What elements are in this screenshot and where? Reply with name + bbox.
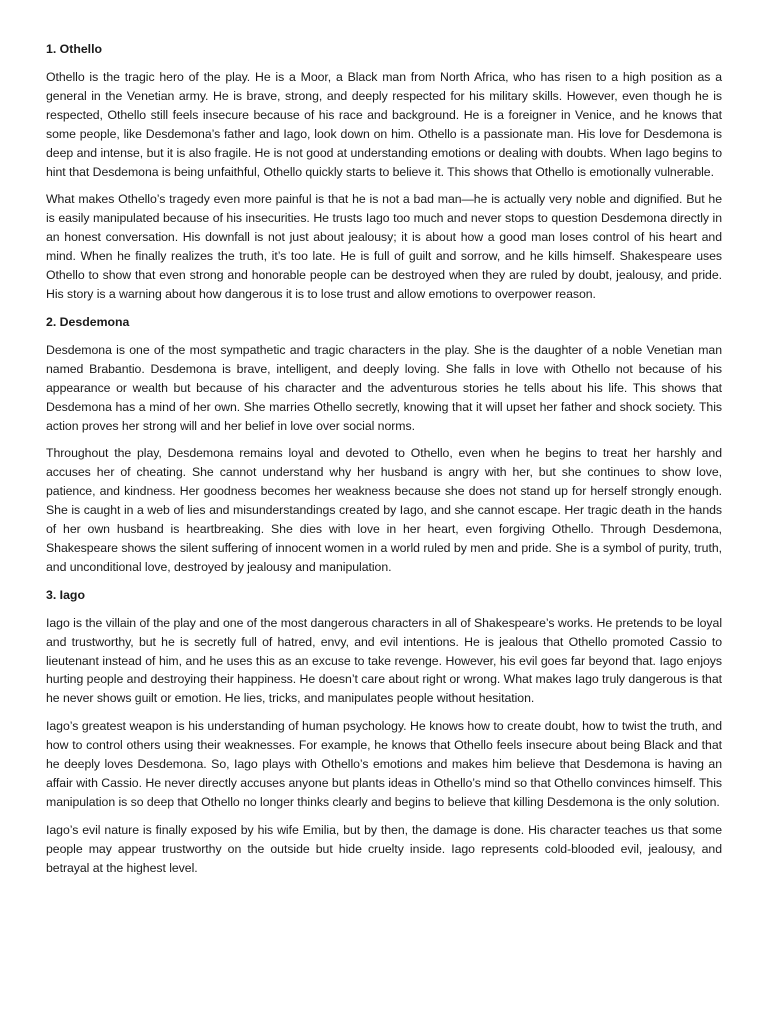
section-iago (46, 586, 722, 878)
section-heading: 1. Othello (46, 42, 103, 56)
paragraph: Othello is the tragic hero of the play. He is a Moor, a Black man from North Africa, who has risen to a high position as a general in the Venetian army. He is brave, strong, and deeply respected for his military skills. However, even though he is respected, Othello still feels insecure because of his race and background. He is a foreigner in Venice, and he knows that some people, like Desdemona’s father and Iago, look down on him. Othello is a passionate man. His love for Desdemona is deep and intense, but it is also fragile. He is not good at understanding emotions or dealing with doubts. When Iago begins to hint that Desdemona is being unfaithful, Othello quickly starts to believe it. This shows that Othello is emotionally vulnerable. (46, 70, 722, 179)
paragraph: Throughout the play, Desdemona remains loyal and devoted to Othello, even when he begins to treat her harshly and accuses her of cheating. She cannot understand why her husband is angry with her, but she continues to show love, patience, and kindness. Her goodness becomes her weakness because she does not stand up for herself strongly enough. She is caught in a web of lies and misunderstandings created by Iago, and she cannot escape. Her tragic death in the hands of her own husband is heartbreaking. She dies with love in her heart, even forgiving Othello. Through Desdemona, Shakespeare shows the silent suffering of innocent women in a world ruled by men and pride. She is a symbol of purity, truth, and unconditional love, destroyed by jealousy and manipulation. (46, 446, 722, 574)
section-heading: 3. Iago (46, 587, 85, 602)
document-page (46, 40, 722, 887)
paragraph: Desdemona is one of the most sympathetic and tragic characters in the play. She is the daughter of a noble Venetian man named Brabantio. Desdemona is brave, intelligent, and deeply loving. She falls in love with Othello not because of his appearance or wealth but because of his character and the adventurous stories he tells about his life. This shows that Desdemona has a mind of her own. She marries Othello secretly, knowing that it will upset her father and shock society. This action proves her strong will and her belief in love over social norms. (46, 342, 722, 433)
paragraph: What makes Othello’s tragedy even more painful is that he is not a bad man—he is actually very noble and dignified. But he is easily manipulated because of his insecurities. He trusts Iago too much and never stops to question Desdemona directly in an honest conversation. His downfall is not just about jealousy; it is about how a good man loses control of his heart and mind. When he finally realizes the truth, it’s too late. He is full of guilt and sorrow, and he kills himself. Shakespeare uses Othello to show that even strong and honorable people can be destroyed when they are ruled by doubt, jealousy, and pride. His story is a warning about how dangerous it is to lose trust and allow emotions to overpower reason. (46, 192, 722, 301)
paragraph: Iago’s greatest weapon is his understanding of human psychology. He knows how to create doubt, how to twist the truth, and how to control others using their weaknesses. For example, he knows that Othello feels insecure about being Black and that he deeply loves Desdemona. So, Iago plays with Othello’s emotions and makes him believe that Desdemona is having an affair with Cassio. He never directly accuses anyone but plants ideas in Othello’s mind so that Othello convinces himself. This manipulation is so deep that Othello no longer thinks clearly and begins to believe that killing Desdemona is the only solution. (46, 719, 722, 809)
section-desdemona (46, 313, 722, 577)
section-heading: 2. Desdemona (46, 314, 130, 329)
paragraph: Iago is the villain of the play and one of the most dangerous characters in all of Shakespeare’s works. He pretends to be loyal and trustworthy, but he is secretly full of hatred, envy, and evil intentions. He is jealous that Othello promoted Cassio to lieutenant instead of him, and he uses this as an excuse to take revenge. However, his evil goes far beyond that. Iago enjoys hurting people and destroying their happiness. He doesn’t care about right or wrong. What makes Iago truly dangerous is that he never shows guilt or emotion. He lies, tricks, and manipulates people without hesitation. (46, 615, 722, 706)
section-othello (46, 40, 722, 304)
paragraph: Iago’s evil nature is finally exposed by his wife Emilia, but by then, the damage is done. His character teaches us that some people may appear trustworthy on the outside but hide cruelty inside. Iago represents cold-blooded evil, jealousy, and betrayal at the highest level. (46, 822, 722, 875)
